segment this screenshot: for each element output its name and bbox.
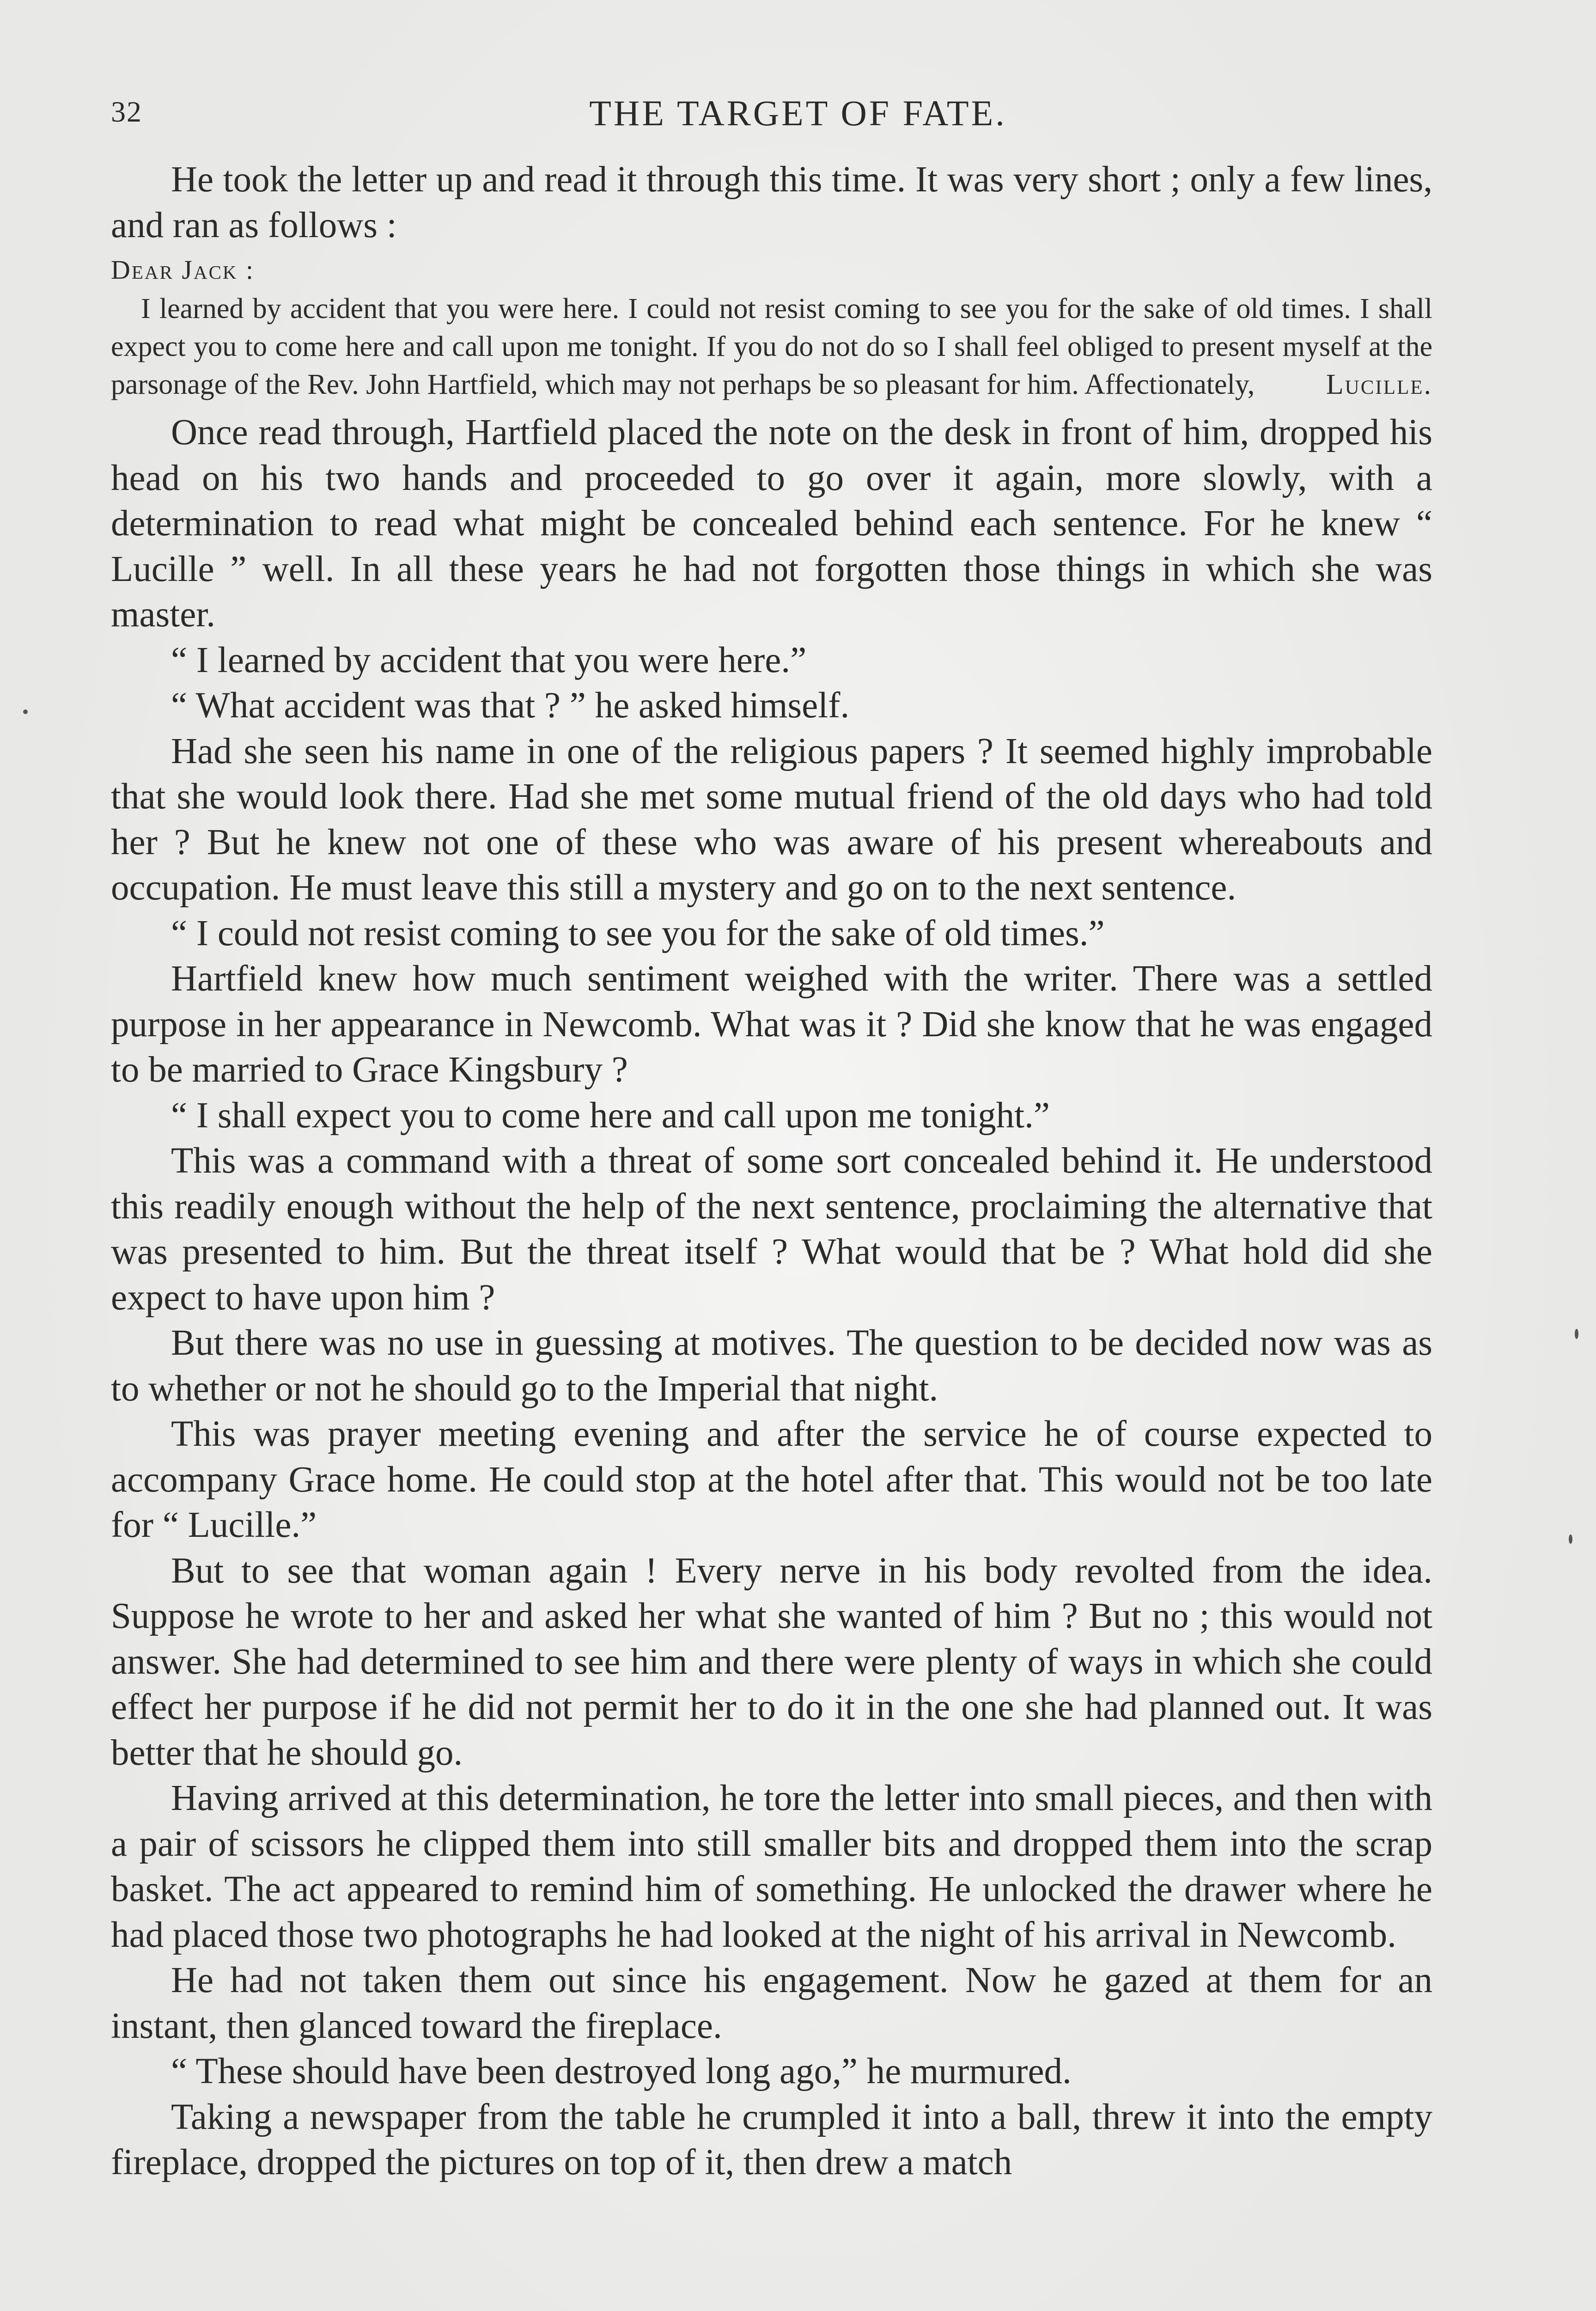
paragraph-7: “ I shall expect you to come here and call upon me tonight.”: [171, 1095, 1050, 1136]
paragraph-5: “ I could not resist coming to see you for the sake of old times.”: [171, 913, 1105, 954]
opening-paragraph: He took the letter up and read it through this time. It was very short ; only a few lines, and ran as follows :: [111, 159, 1432, 245]
paper-speck: [1575, 1329, 1578, 1339]
paragraph-6: Hartfield knew how much sentiment weighed with the writer. There was a settled purpose in her appearance in Newcomb. What was it ? Did she know that he was engaged to be married to Grace Kingsbury ?: [111, 959, 1432, 1090]
paragraph-9: But there was no use in guessing at motives. The question to be decided now was as to whether or not he should go to the Imperial that night.: [111, 1323, 1432, 1409]
paragraph-12: Having arrived at this determination, he tore the letter into small pieces, and then with a pair of scissors he clipped them into still smaller bits and dropped them into the scrap basket. The act appeared to remind him of something. He unlocked the drawer where he had placed those two photographs he had looked at the night of his arrival in Newcomb.: [111, 1778, 1432, 1955]
letter-text: I learned by accident that you were here. I could not resist coming to see you for the sake of old times. I shall expect you to come here and call upon me tonight. If you do not do so I shall feel obliged to present myself at the parsonage of the Rev. John Hartfield, which may not perhaps be so pleasant for him. Affectionately,: [111, 293, 1432, 400]
paragraph-4: Had she seen his name in one of the religious papers ? It seemed highly improbable that she would look there. Had she met some mutual friend of the old days who had told her ? But he knew not one of these who was aware of his present whereabouts and occupation. He must leave this still a mystery and go on to the next sentence.: [111, 731, 1432, 908]
paper-speck: [23, 709, 28, 714]
paragraph-8: This was a command with a threat of some sort concealed behind it. He understood this readily enough without the help of the next sentence, proclaiming the alternative that was presented to him. But the threat itself ? What would that be ? What hold did she expect to have upon him ?: [111, 1141, 1432, 1318]
paper-speck: [1569, 1535, 1572, 1544]
page-body: [111, 157, 1432, 2186]
paragraph-11: But to see that woman again ! Every nerve in his body revolted from the idea. Suppose he wrote to her and asked her what she wanted of him ? But no ; this would not answer. She had determined to see him and there were plenty of ways in which she could effect her purpose if he did not permit her to do it in the one she had planned out. It was better that he should go.: [111, 1550, 1432, 1773]
letter-signature: Lucille.: [1326, 369, 1432, 400]
paragraph-14: “ These should have been destroyed long ago,” he murmured.: [171, 2051, 1072, 2091]
paragraph-3: “ What accident was that ? ” he asked himself.: [171, 685, 850, 726]
paragraph-1: Once read through, Hartfield placed the note on the desk in front of him, dropped his head on his two hands and proceeded to go over it again, more slowly, with a determination to read what might be concealed behind each sentence. For he knew “ Lucille ” well. In all these years he had not forgotten those things in which she was master.: [111, 412, 1432, 635]
paragraph-10: This was prayer meeting evening and after the service he of course expected to accompany Grace home. He could stop at the hotel after that. This would not be too late for “ Lucille.”: [111, 1414, 1432, 1545]
paragraph-2: “ I learned by accident that you were here.”: [171, 640, 807, 680]
paragraph-15: Taking a newspaper from the table he crumpled it into a ball, threw it into the empty fireplace, dropped the pictures on top of it, then drew a match: [111, 2097, 1432, 2183]
paragraph-13: He had not taken them out since his engagement. Now he gazed at them for an instant, then glanced toward the fireplace.: [111, 1960, 1432, 2046]
running-head: THE TARGET OF FATE.: [589, 93, 1007, 133]
page-number: 32: [111, 95, 142, 128]
letter-salutation: Dear Jack :: [111, 255, 255, 285]
letter-body: [111, 290, 1432, 404]
